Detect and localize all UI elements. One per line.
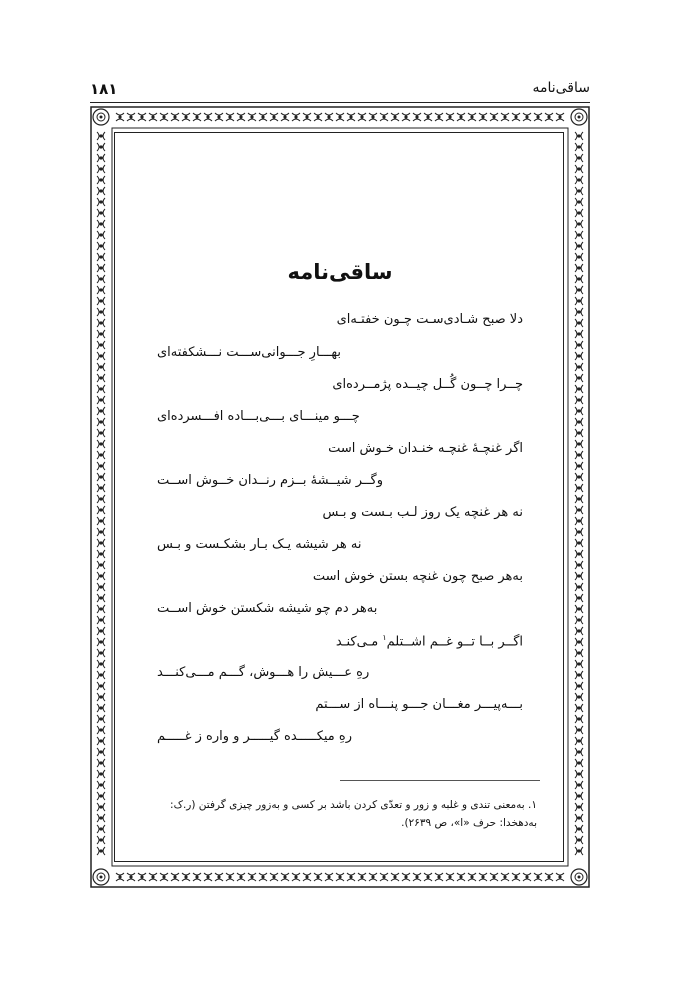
verse-line: وگــر شیــشهٔ بــزم رنــدان خــوش اســت xyxy=(157,473,383,488)
header-rule xyxy=(90,102,590,103)
verse-line: بـــه‌پیـــر مغـــان جـــو پنـــاه از ســـتم xyxy=(315,697,523,712)
poem-title: ساقی‌نامه xyxy=(287,260,393,284)
verse-line: نه هر شیشه یـک بـار بشکـست و بـس xyxy=(157,537,362,552)
verse-line: به‌هر دم چو شیشه شکستن خوش اســت xyxy=(157,601,378,616)
footnote-line: ۱. به‌معنی تندی و غلبه و زور و تعدّی کردن باشد بر کسی و به‌زور چیزی گرفتن (ر.ک: xyxy=(170,799,537,811)
verse-line: اگر غنچـهٔ غنچـه خنـدان خـوش است xyxy=(328,441,523,456)
verse-line: بهـــارِ جـــوانی‌ســـت نـــشکفته‌ای xyxy=(157,345,341,360)
verse-line: دلا صبح شـادی‌سـت چـون خفتـه‌ای xyxy=(336,312,523,327)
verse-line: چــرا چــون گُــل چیــده پژمــرده‌ای xyxy=(332,377,523,392)
page-body xyxy=(90,106,590,888)
verse-line: چـــو مینـــای بـــی‌بـــاده افـــسرده‌ای xyxy=(157,409,360,424)
verse-line-tail: مـی‌کنـد xyxy=(335,634,379,650)
verse-line xyxy=(336,633,523,649)
verse-line: رهِ میکـــــده گیـــــر و واره ز غـــــم xyxy=(157,729,352,744)
running-head xyxy=(90,80,590,100)
page-number: ۱۸۱ xyxy=(90,80,118,98)
running-title: ساقی‌نامه xyxy=(532,80,590,96)
footnote-rule xyxy=(340,780,540,781)
footnote-line: به‌دهخدا: حرف «ا»، ص ۲۶۳۹). xyxy=(401,817,537,829)
footnote xyxy=(137,796,537,832)
verse-line-text: اگــر بــا تــو غــم اشــتلم xyxy=(386,634,523,650)
footnote-marker: ۱ xyxy=(382,633,387,642)
verse-line: رهِ عـــیش را هـــوش، گـــم مـــی‌کنـــد xyxy=(157,665,370,680)
verse-line: نه هر غنچه یک روز لـب بـست و بـس xyxy=(322,505,523,520)
verse-line: به‌هر صبح چون غنچه بستن خوش است xyxy=(312,569,523,584)
